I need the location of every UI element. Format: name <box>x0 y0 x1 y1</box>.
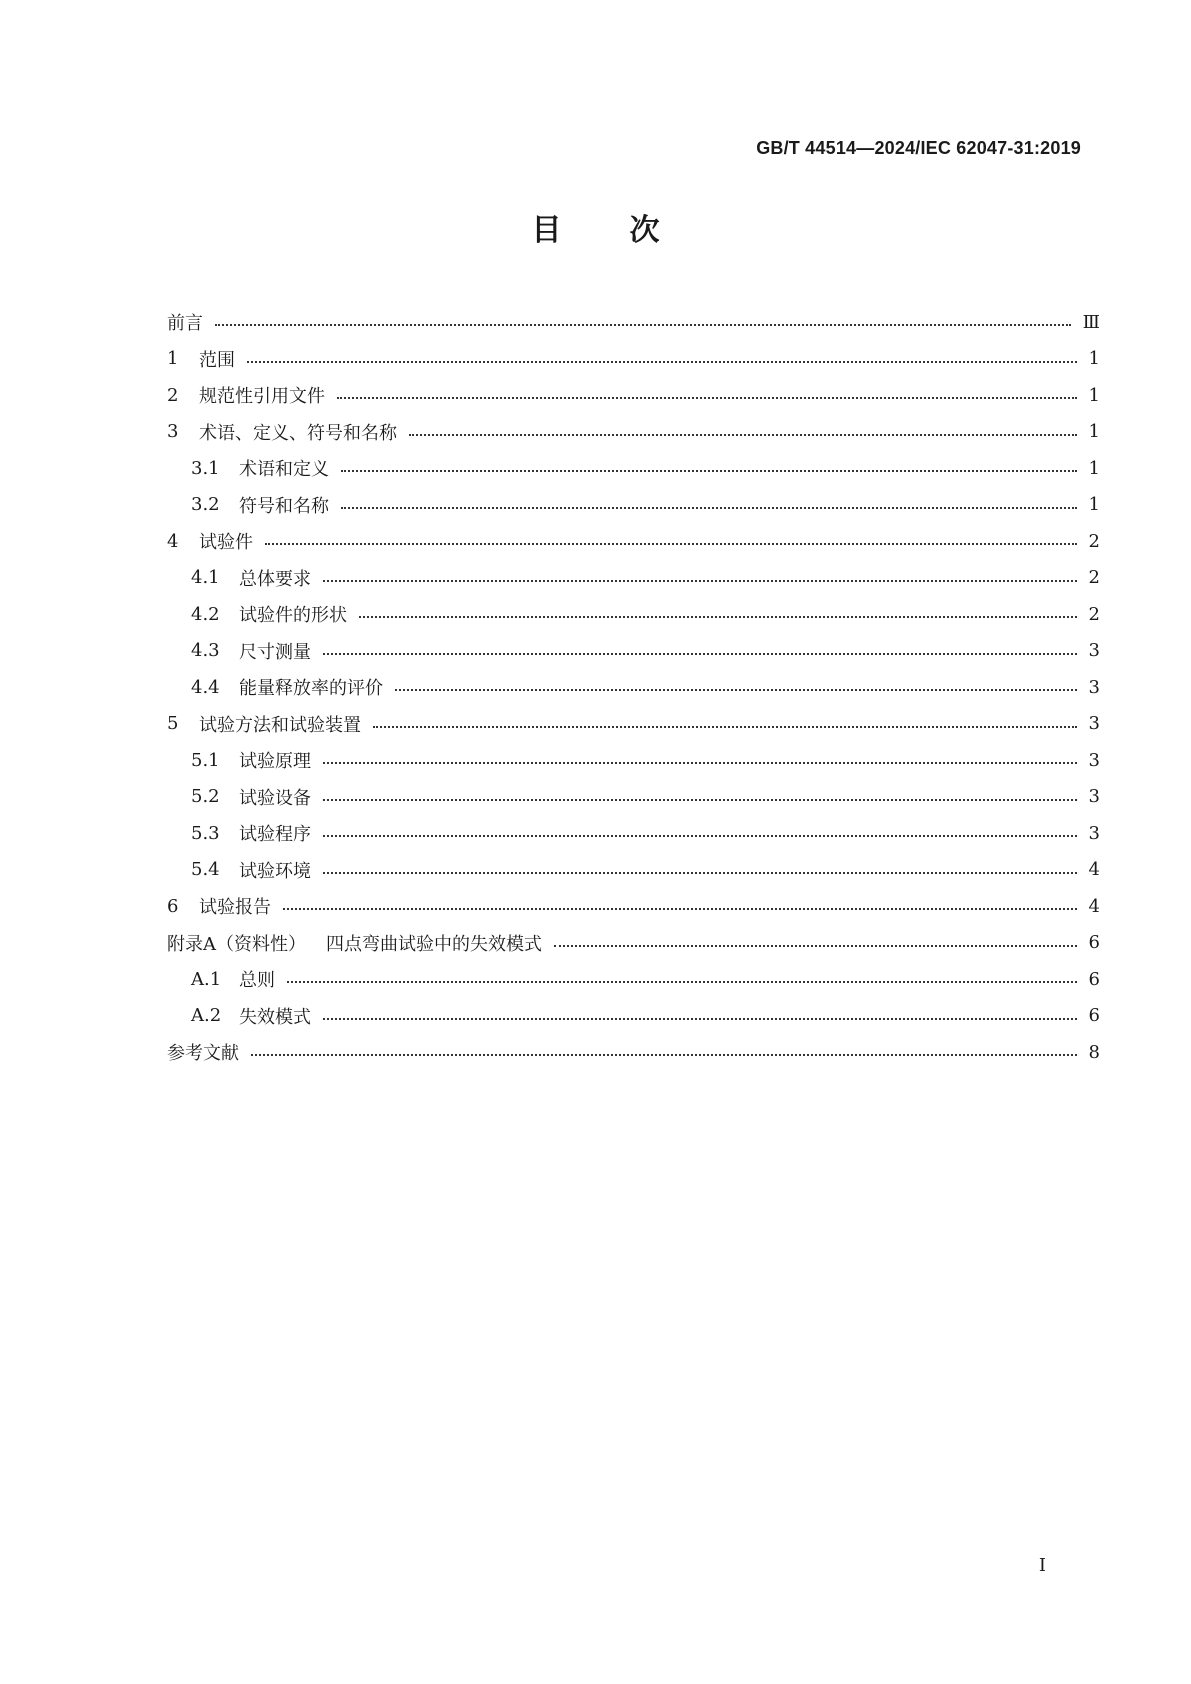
toc-page-number: 6 <box>1088 1005 1100 1027</box>
toc-page-number: 1 <box>1088 421 1100 443</box>
toc-entry-text: 试验件 <box>199 532 253 554</box>
title-char-1: 目 <box>531 213 562 248</box>
dot-leader <box>287 981 1077 983</box>
toc-entry-number: 4.1 <box>191 567 220 589</box>
toc-entry-text: 范围 <box>199 349 235 371</box>
toc-entry-number: 3.2 <box>191 494 220 516</box>
toc-page-number: 3 <box>1088 713 1100 735</box>
toc-entry-text: 术语和定义 <box>239 459 329 481</box>
toc-entry-4[interactable] <box>167 523 1100 560</box>
toc-page-number: 2 <box>1088 567 1100 589</box>
toc-page-number: 6 <box>1088 932 1100 954</box>
toc-entry-bibliography[interactable] <box>167 1034 1100 1071</box>
toc-entry-text: 四点弯曲试验中的失效模式 <box>326 933 542 955</box>
dot-leader <box>323 580 1077 582</box>
toc-entry-number: A.1 <box>191 968 222 990</box>
dot-leader <box>323 653 1077 655</box>
toc-entry-number: 1 <box>167 348 179 370</box>
toc-entry-3[interactable] <box>167 414 1100 451</box>
toc-entry-number: 附录A（资料性） <box>167 933 306 955</box>
toc-entry-number: 5 <box>167 713 179 735</box>
toc-entry-5-2[interactable] <box>167 779 1100 816</box>
toc-entry-number: 3.1 <box>191 457 220 479</box>
dot-leader <box>323 799 1077 801</box>
toc-entry-number: A.2 <box>191 1005 222 1027</box>
dot-leader <box>554 945 1077 947</box>
dot-leader <box>409 434 1077 436</box>
toc-entry-text: 前言 <box>167 313 203 335</box>
page-title <box>0 205 1191 249</box>
dot-leader <box>373 726 1077 728</box>
toc-page-number: 3 <box>1088 822 1100 844</box>
dot-leader <box>247 361 1077 363</box>
toc-entry-3-1[interactable] <box>167 450 1100 487</box>
standard-code: GB/T 44514—2024/IEC 62047-31:2019 <box>756 138 1081 158</box>
toc-entry-text: 试验原理 <box>239 751 311 773</box>
dot-leader <box>323 762 1077 764</box>
dot-leader <box>395 689 1077 691</box>
toc-entry-5-4[interactable] <box>167 852 1100 889</box>
toc-entry-text: 试验设备 <box>239 787 311 809</box>
toc-entry-2[interactable] <box>167 377 1100 414</box>
toc-entry-text: 失效模式 <box>239 1006 311 1028</box>
toc-entry-text: 试验报告 <box>199 897 271 919</box>
toc-entry-number: 5.2 <box>191 786 220 808</box>
toc-page-number: 1 <box>1088 384 1100 406</box>
toc-entry-number: 2 <box>167 384 179 406</box>
dot-leader <box>265 543 1077 545</box>
toc-entry-4-1[interactable] <box>167 560 1100 597</box>
toc-entry-1[interactable] <box>167 341 1100 378</box>
toc-entry-appendix-a[interactable] <box>167 925 1100 962</box>
toc-page-number: 4 <box>1088 895 1100 917</box>
toc-entry-text: 符号和名称 <box>239 495 329 517</box>
toc-entry-text: 试验件的形状 <box>239 605 347 627</box>
toc-entry-5[interactable] <box>167 706 1100 743</box>
toc-page-number: 1 <box>1088 494 1100 516</box>
toc-entry-number: 4.2 <box>191 603 220 625</box>
dot-leader <box>359 616 1077 618</box>
toc-entry-4-3[interactable] <box>167 633 1100 670</box>
dot-leader <box>341 507 1077 509</box>
dot-leader <box>283 908 1077 910</box>
toc-entry-number: 4.3 <box>191 640 220 662</box>
toc-page-number: Ⅲ <box>1082 311 1100 333</box>
toc-entry-text: 规范性引用文件 <box>199 386 325 408</box>
dot-leader <box>323 835 1077 837</box>
toc-entry-number: 5.3 <box>191 822 220 844</box>
toc-page-number: 4 <box>1088 859 1100 881</box>
toc-entry-a-1[interactable] <box>167 961 1100 998</box>
toc-entry-5-1[interactable] <box>167 742 1100 779</box>
toc-page-number: 6 <box>1088 968 1100 990</box>
dot-leader <box>323 1018 1077 1020</box>
toc-page-number: 3 <box>1088 786 1100 808</box>
toc-page-number: 1 <box>1088 348 1100 370</box>
toc-entry-number: 5.1 <box>191 749 220 771</box>
toc-entry-text: 术语、定义、符号和名称 <box>199 422 397 444</box>
page-number: I <box>1038 1555 1046 1576</box>
dot-leader <box>337 397 1077 399</box>
toc-entry-number: 4 <box>167 530 179 552</box>
toc-entry-text: 尺寸测量 <box>239 641 311 663</box>
toc-entry-text: 试验环境 <box>239 860 311 882</box>
dot-leader <box>215 324 1071 326</box>
toc-entry-3-2[interactable] <box>167 487 1100 524</box>
dot-leader <box>323 872 1077 874</box>
toc-entry-text: 总则 <box>239 970 275 992</box>
toc-page-number: 2 <box>1088 603 1100 625</box>
toc-entry-text: 试验程序 <box>239 824 311 846</box>
title-char-2: 次 <box>629 213 660 248</box>
toc-entry-number: 5.4 <box>191 859 220 881</box>
toc-entry-text: 能量释放率的评价 <box>239 678 383 700</box>
toc-entry-text: 试验方法和试验装置 <box>199 714 361 736</box>
toc-entry-number: 4.4 <box>191 676 220 698</box>
toc-entry-4-2[interactable] <box>167 596 1100 633</box>
toc-entry-foreword[interactable] <box>167 304 1100 341</box>
toc-entry-number: 6 <box>167 895 179 917</box>
toc-page-number: 2 <box>1088 530 1100 552</box>
toc-entry-4-4[interactable] <box>167 669 1100 706</box>
toc-page-number: 3 <box>1088 749 1100 771</box>
toc-page-number: 8 <box>1088 1041 1100 1063</box>
table-of-contents <box>167 304 1100 1071</box>
toc-page-number: 1 <box>1088 457 1100 479</box>
toc-entry-number: 3 <box>167 421 179 443</box>
toc-entry-6[interactable] <box>167 888 1100 925</box>
toc-entry-a-2[interactable] <box>167 998 1100 1035</box>
toc-page-number: 3 <box>1088 640 1100 662</box>
toc-page-number: 3 <box>1088 676 1100 698</box>
toc-entry-text: 总体要求 <box>239 568 311 590</box>
dot-leader <box>251 1054 1077 1056</box>
toc-entry-text: 参考文献 <box>167 1043 239 1065</box>
toc-entry-5-3[interactable] <box>167 815 1100 852</box>
dot-leader <box>341 470 1077 472</box>
